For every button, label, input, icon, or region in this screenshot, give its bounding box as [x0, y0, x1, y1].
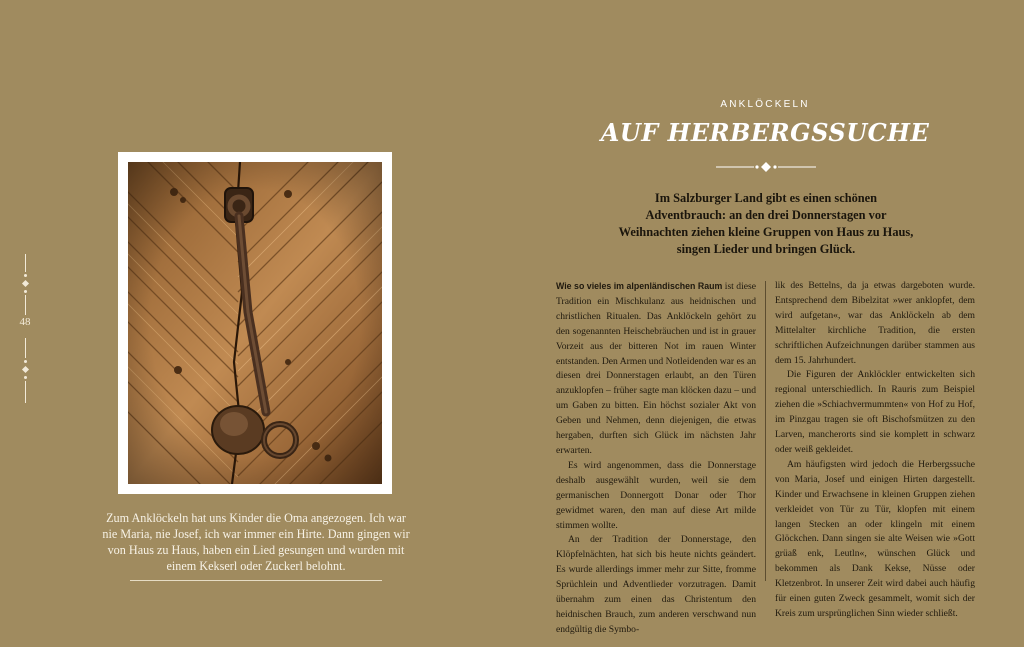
column1-paragraph-2: Es wird angenommen, dass die Donnerstage deshalb ausgewählt wurden, weil sie dem germanischen Donnergott Donar oder Thor gewidmet waren, den man auf diese Art milde stimmen wollte.	[556, 459, 756, 531]
text-column-2	[775, 279, 975, 622]
column-divider	[765, 281, 766, 581]
lead-in: Wie so vieles im alpenländischen Raum	[556, 281, 723, 291]
column2-paragraph-3: Am häufigsten wird jedoch die Herbergssuche von Maria, Josef und einigen Hirten dargestellt. Kinder und Erwachsene in kleinen Gruppen ziehen verkleidet von Tür zu Tür, klopfen mit einem langen Stecken an oder klingeln mit einem Glöckchen. Dann singen sie alte Weisen wie »Gott grüaß enk, Leutln«, wünschen Glück und bekommen als Dank Kekse, Nüsse oder Kletzenbrot. In unserer Zeit wird dabei auch häufig für einen guten Zweck gesammelt, womit sich der Kreis zum ursprünglichen Sinn wieder schließt.	[775, 458, 975, 619]
text-column-1	[556, 279, 756, 638]
photo-caption: Zum Anklöckeln hat uns Kinder die Oma angezogen. Ich war nie Maria, nie Josef, ich war immer ein Hirte. Dann gingen wir von Haus zu Haus, haben ein Lied gesungen und wurden mit einem Kekserl oder Zuckerl belohnt.	[102, 511, 410, 573]
caption-divider	[130, 580, 382, 581]
article-intro: Im Salzburger Land gibt es einen schönen Adventbrauch: an den drei Donnerstagen vor Weihnachten ziehen kleine Gruppen von Haus zu Haus, singen Lieder und bringen Glück.	[618, 191, 914, 256]
section-kicker: ANKLÖCKELN	[720, 99, 810, 110]
door-knocker-icon	[128, 162, 382, 484]
column1-paragraph-1	[556, 279, 756, 459]
column2-paragraph-1: lik des Bettelns, da ja etwas dargeboten wurde. Entsprechend dem Bibelzitat »wer anklopfet, dem wird aufgetan«, war das Anklöckeln ab dem Mittelalter kirchliche Tradition, die ersten schriftlichen Aufzeichnungen darüber stammen aus dem 15. Jahrhundert.	[775, 280, 975, 366]
page-number: 48	[19, 316, 31, 328]
ornament-bottom-icon	[20, 338, 30, 403]
column1-paragraph-1-text: ist diese Tradition ein Mischkulanz aus heidnischen und christlichen Ritualen. Das Anklöckeln gehört zu den sogenannten Heischebräuchen und ist in grauer Vorzeit aus der bitteren Not im rauen Winter entstanden. Den Armen und Notleidenden war es an diesen drei Donnerstagen erlaubt, an den Türen anzuklopfen – früher sagte man klöcken dazu – und um Gaben zu bitten. Ein höchst sozialer Akt von Geben und Nehmen, denn diejenigen, die etwas hergaben, durften sich Glück im nächsten Jahr erwarten.	[556, 281, 756, 456]
article-headline: AUF HERBERGSSUCHE	[600, 118, 930, 147]
ornament-top-icon	[20, 254, 30, 315]
headline-ornament-icon	[716, 160, 816, 174]
photo-frame	[118, 152, 392, 494]
column2-paragraph-2: Die Figuren der Anklöckler entwickelten sich regional unterschiedlich. In Rauris zum Beispiel ziehen die »Schiachvermummten« von Hof zu Hof, im Pinzgau tragen sie oft Bischofsmützen zu den Larven, mancherorts sind sie komplett in schwarz oder weiß gekleidet.	[775, 369, 975, 455]
column1-paragraph-3: An der Tradition der Donnerstage, den Klöpfelnächten, hat sich bis heute nichts geändert. Es wurde allerdings immer mehr zur Sitte, fromme Sprüchlein und Adventlieder vorzutragen. Damit übernahm zum einen das Christentum den heidnischen Brauch, zum anderen verschwand nun endgültig die Symbo-	[556, 534, 756, 635]
